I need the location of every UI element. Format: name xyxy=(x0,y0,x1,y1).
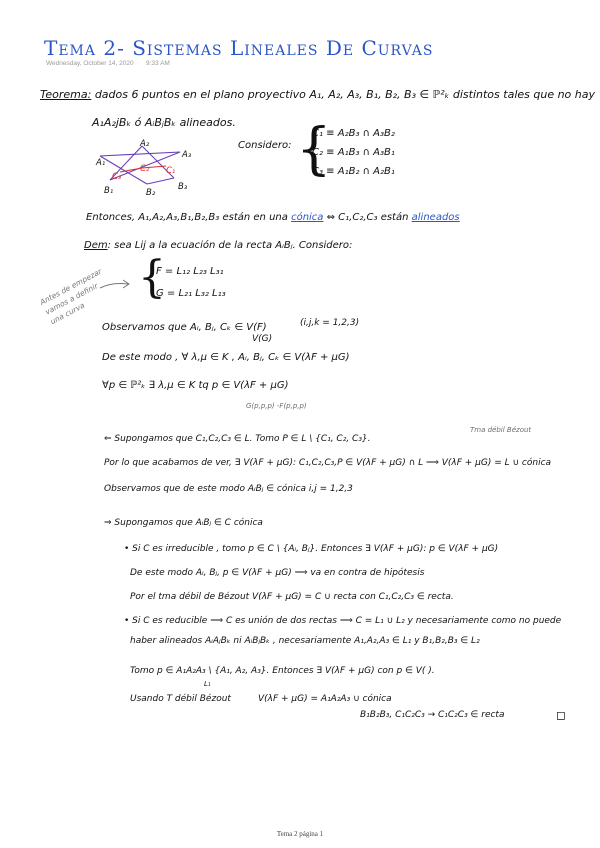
note-time: 9:33 AM xyxy=(146,60,170,67)
theorem-line-2: A₁A₂jBₖ ó AᵢBⱼBₖ alineados. xyxy=(92,116,236,129)
forward-direction-line-3: De este modo Aᵢ, Bⱼ, p ∈ V(λF + μG) ⟹ va en contra de hipótesis xyxy=(130,568,425,578)
vp-note: G(p,p,p) -F(p,p,p) xyxy=(246,402,307,410)
usando-result: B₁B₂B₃, C₁C₂C₃ → C₁C₂C₃ ∈ recta xyxy=(360,710,505,720)
forward-direction-line-4: Por el tma débil de Bézout V(λF + μG) = C ∪ recta con C₁,C₂,C₃ ∈ recta. xyxy=(130,592,454,602)
theorem-statement: dados 6 puntos en el plano proyectivo A₁, A₂, A₃, B₁, B₂, B₃ ∈ ℙ²ₖ distintos tales que no hay xyxy=(94,88,596,101)
arrow-icon xyxy=(98,278,132,292)
conclusion-line xyxy=(86,212,460,223)
reverse-direction-line-3: Observamos que de este modo AᵢBⱼ ∈ cónica i,j = 1,2,3 xyxy=(104,484,353,494)
def-c3: C₃ ≡ A₁B₂ ∩ A₂B₁ xyxy=(312,166,395,177)
reverse-direction-line-2: Por lo que acabamos de ver, ∃ V(λF + μG): C₁,C₂,C₃,P ∈ V(λF + μG) ∩ L ⟹ V(λF + μG) = L ∪ cónica xyxy=(104,458,552,468)
usando-label: Usando T débil Bézout xyxy=(130,694,231,704)
forward-direction-line-5: • Si C es reducible ⟹ C es unión de dos rectas ⟹ C = L₁ ∪ L₂ y necesariamente como no puede xyxy=(124,616,562,626)
observation-indices: (i,j,k = 1,2,3) xyxy=(300,318,360,328)
diagram-line-a1-a3 xyxy=(100,152,180,156)
label-a1: A₁ xyxy=(96,158,106,168)
observation-line: Observamos que Aᵢ, Bⱼ, Cₖ ∈ V(F) xyxy=(102,322,267,333)
label-b3: B₃ xyxy=(178,182,188,192)
page-footer: Tema 2 página 1 xyxy=(276,830,324,838)
def-g: G = L₂₁ L₃₂ L₁₃ xyxy=(156,288,226,299)
proof-label: Dem xyxy=(84,240,108,251)
tomo-line: Tomo p ∈ A₁A₂A₃ \ {A₁, A₂, A₃}. Entonces ∃ V(λF + μG) con p ∈ V( ). xyxy=(130,666,435,676)
note-date: Wednesday, October 14, 2020 xyxy=(46,60,134,67)
page-title: Tema 2- Sistemas Lineales De Curvas xyxy=(44,36,434,60)
diagram-line-b2-b3 xyxy=(147,178,174,184)
qed-icon: ◻ xyxy=(556,708,566,722)
proof-intro-text: : sea Lij a la ecuación de la recta AᵢBⱼ. Considero: xyxy=(107,240,353,251)
tomo-l1: L₁ xyxy=(204,680,211,688)
label-c3: C₃ xyxy=(112,172,122,182)
label-c2: C₂ xyxy=(140,164,150,174)
forward-direction-line-1: ⇒ Supongamos que AᵢBⱼ ∈ C cónica xyxy=(104,518,263,528)
bezout-note: Tma débil Bézout xyxy=(470,426,532,434)
observation-vg: V(G) xyxy=(252,334,273,344)
considero-label: Considero: xyxy=(238,140,292,151)
def-c1: C₁ ≡ A₂B₃ ∩ A₃B₂ xyxy=(312,128,395,139)
theorem-label: Teorema: xyxy=(40,88,92,101)
reverse-direction-line-1: ⇐ Supongamos que C₁,C₂,C₃ ∈ L. Tomo P ∈ L \ {C₁, C₂, C₃}. xyxy=(104,434,371,444)
conclusion-alineados: alineados xyxy=(411,212,460,223)
label-b2: B₂ xyxy=(146,188,156,198)
brace-icon: { xyxy=(296,117,332,182)
side-note: Antes de empezar vamos a definir una curva xyxy=(38,266,104,327)
def-c2: C₂ ≡ A₁B₃ ∩ A₃B₁ xyxy=(312,147,395,158)
brace-fg-icon: { xyxy=(138,252,166,303)
label-b1: B₁ xyxy=(104,186,114,196)
proof-intro xyxy=(84,240,352,251)
conclusion-conica: cónica xyxy=(291,212,324,223)
label-a2: A₂ xyxy=(140,139,150,149)
theorem-line-1 xyxy=(40,88,595,101)
vp-line: ∀p ∈ ℙ²ₖ ∃ λ,μ ∈ K tq p ∈ V(λF + μG) xyxy=(102,380,289,391)
def-f: F = L₁₂ L₂₃ L₃₁ xyxy=(156,266,224,277)
label-a3: A₃ xyxy=(182,150,192,160)
conclusion-part-2: ⇔ C₁,C₂,C₃ están xyxy=(326,212,409,223)
conclusion-part-1: Entonces, A₁,A₂,A₃,B₁,B₂,B₃ están en una xyxy=(86,212,288,223)
forward-direction-line-2: • Si C es irreducible , tomo p ∈ C \ {Aᵢ, Bⱼ}. Entonces ∃ V(λF + μG): p ∈ V(λF + μG) xyxy=(124,544,499,554)
label-c1: C₁ xyxy=(166,166,176,176)
modo-line: De este modo , ∀ λ,μ ∈ K , Aᵢ, Bⱼ, Cₖ ∈ V(λF + μG) xyxy=(102,352,350,363)
usando-equation: V(λF + μG) = A₁A₂A₃ ∪ cónica xyxy=(258,694,392,704)
forward-direction-line-6: haber alineados AᵢAⱼBₖ ni AᵢBⱼBₖ , necesariamente A₁,A₂,A₃ ∈ L₁ y B₁,B₂,B₃ ∈ L₂ xyxy=(130,636,480,646)
